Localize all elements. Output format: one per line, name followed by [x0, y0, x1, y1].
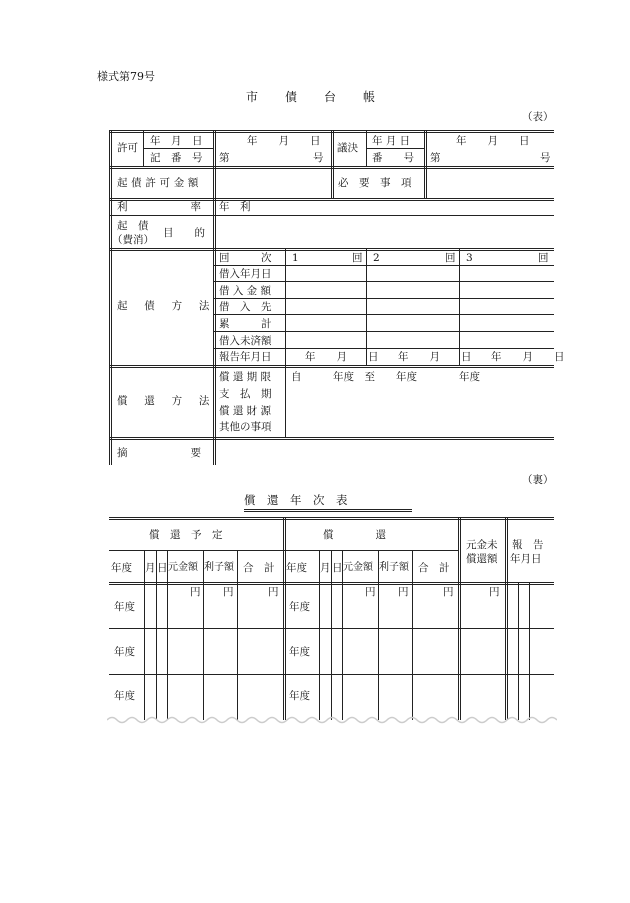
resolution-dai: 第	[430, 152, 441, 164]
sub-total-r: 合 計	[418, 562, 450, 574]
repay-method-label: 償 還 方 法	[117, 395, 213, 407]
yen-4: 円	[365, 586, 376, 598]
round-kai-1: 回	[352, 252, 363, 264]
round-no-3: 3	[466, 252, 473, 264]
round-kai-3: 回	[538, 252, 549, 264]
yen-3: 円	[268, 586, 279, 598]
permit-dai: 第	[219, 152, 230, 164]
resolution-no-label: 番 号	[372, 152, 414, 164]
row-label-1: 借入年月日	[219, 268, 272, 280]
sub-day-l: 日	[157, 562, 168, 574]
repay-row-1: 支 払 期	[219, 388, 272, 400]
sub-day-r: 日	[332, 562, 343, 574]
permit-label: 許可	[117, 142, 138, 154]
year-row-3-l: 年度	[114, 690, 135, 702]
repay-row-0: 償 還 期 限	[219, 371, 272, 383]
row-label-2: 借 入 金 額	[219, 285, 272, 297]
sub-year-l: 年度	[111, 562, 132, 574]
sub-interest-r: 利子額	[379, 562, 409, 573]
report-date-1: 年 月 日	[305, 351, 379, 363]
resolution-date-blank: 年 月 日	[456, 135, 530, 147]
round-kai-2: 回	[445, 252, 456, 264]
year-row-2-l: 年度	[114, 646, 135, 658]
principal-unpaid-1: 元金未	[466, 539, 498, 551]
report-1: 報 告	[512, 539, 544, 551]
permit-date-label: 年 月 日	[150, 135, 203, 147]
yen-7: 円	[489, 586, 500, 598]
row-label-3: 借 入 先	[219, 301, 272, 313]
row-label-6: 報告年月日	[219, 351, 272, 363]
report-date-3: 年 月 日	[491, 351, 565, 363]
page-title: 市 債 台 帳	[246, 90, 377, 104]
year-row-2-r: 年度	[289, 646, 310, 658]
sub-month-r: 月	[320, 562, 331, 574]
required-items-label: 必 要 事 項	[338, 177, 412, 189]
round-no-2: 2	[373, 252, 380, 264]
report-date-2: 年 月 日	[398, 351, 472, 363]
principal-unpaid-2: 償還額	[466, 553, 498, 565]
repay-period: 自 年度 至 年度 年度	[291, 371, 480, 383]
issue-permit-amount-label: 起債許可金額	[117, 177, 203, 189]
summary-label: 摘 要	[117, 447, 201, 459]
resolution-label: 議決	[337, 142, 358, 154]
sub-principal-l: 元金額	[168, 562, 198, 573]
permit-date-blank: 年 月 日	[247, 135, 321, 147]
yen-5: 円	[398, 586, 409, 598]
form-number: 様式第79号	[97, 70, 155, 83]
row-label-5: 借入未済額	[219, 335, 272, 347]
yen-1: 円	[190, 586, 201, 598]
sub-principal-r: 元金額	[343, 562, 373, 573]
yen-2: 円	[223, 586, 234, 598]
permit-go: 号	[313, 152, 324, 164]
interest-rate-label: 利 率	[117, 201, 201, 213]
year-row-1-r: 年度	[289, 601, 310, 613]
permit-record-no-label: 記 番 号	[150, 152, 203, 164]
issue-label: 起 債	[117, 220, 149, 232]
resolution-go: 号	[540, 152, 551, 164]
torn-edge	[107, 715, 557, 725]
resolution-date-label: 年 月 日	[372, 135, 411, 147]
report-2: 年月日	[510, 553, 542, 565]
annual-interest-label: 年 利	[219, 201, 251, 213]
sub-month-l: 月	[145, 562, 156, 574]
front-label: （表）	[522, 111, 554, 123]
title-underline	[244, 509, 412, 512]
plan-header: 償 還 予 定	[149, 529, 223, 541]
issue-method-label: 起 債 方 法	[117, 300, 213, 312]
round-no-1: 1	[292, 252, 299, 264]
sub-year-r: 年度	[286, 562, 307, 574]
row-label-4: 累 計	[219, 318, 272, 330]
row-label-0: 回 次	[219, 252, 272, 264]
repay-row-2: 償 還 財 源	[219, 405, 272, 417]
yen-6: 円	[443, 586, 454, 598]
sub-total-l: 合 計	[243, 562, 275, 574]
purpose-paren-label: （費消）	[112, 234, 154, 246]
purpose-label: 目 的	[163, 227, 205, 239]
back-label: （裏）	[522, 474, 554, 486]
actual-header: 償 還	[323, 529, 386, 541]
repay-row-3: 其他の事項	[219, 421, 272, 433]
sub-interest-l: 利子額	[204, 562, 234, 573]
repayment-table-title: 償 還 年 次 表	[244, 493, 348, 507]
year-row-3-r: 年度	[289, 690, 310, 702]
year-row-1-l: 年度	[114, 601, 135, 613]
